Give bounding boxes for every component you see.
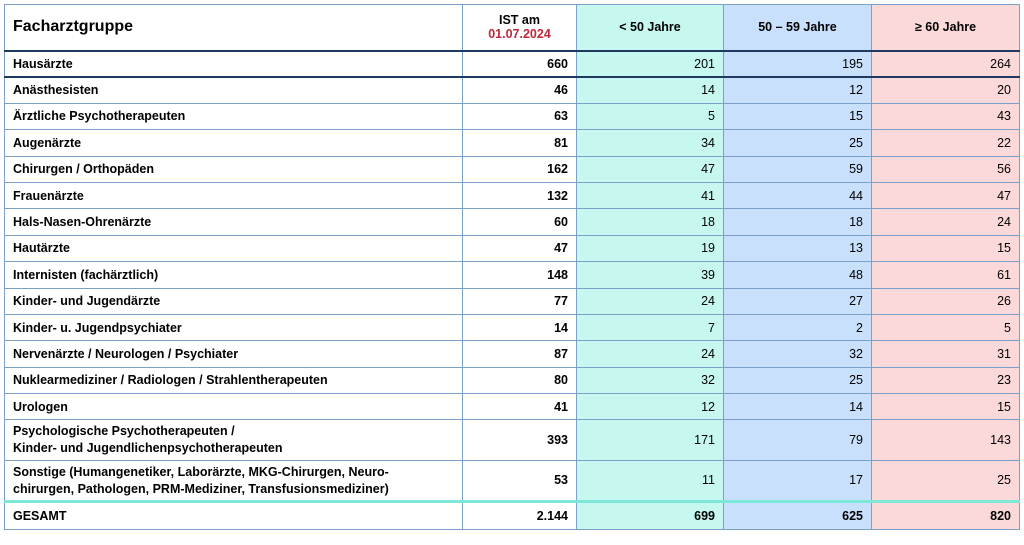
row-name [5, 420, 463, 461]
row-60-plus: 15 [872, 235, 1020, 261]
row-60-plus: 143 [872, 420, 1020, 461]
row-ist: 87 [463, 341, 577, 367]
row-name: Nervenärzte / Neurologen / Psychiater [5, 341, 463, 367]
row-60-plus: 25 [872, 461, 1020, 502]
row-50-59: 195 [724, 51, 872, 77]
header-facharztgruppe: Facharztgruppe [5, 5, 463, 51]
row-60-plus: 31 [872, 341, 1020, 367]
row-name: Anästhesisten [5, 77, 463, 103]
row-under-50: 171 [577, 420, 724, 461]
row-name: Ärztliche Psychotherapeuten [5, 103, 463, 129]
row-50-59: 17 [724, 461, 872, 502]
row-ist: 47 [463, 235, 577, 261]
total-row [5, 502, 1020, 530]
row-50-59: 44 [724, 182, 872, 208]
row-name: Frauenärzte [5, 182, 463, 208]
row-under-50: 34 [577, 130, 724, 156]
row-name-line2: Kinder- und Jugendlichenpsychotherapeuten [13, 441, 283, 456]
row-under-50: 12 [577, 394, 724, 420]
row-ist: 46 [463, 77, 577, 103]
row-under-50: 7 [577, 314, 724, 340]
row-name-line2: chirurgen, Pathologen, PRM-Mediziner, Transfusionsmediziner) [13, 481, 389, 496]
header-50-59: 50 – 59 Jahre [724, 5, 872, 51]
row-under-50: 19 [577, 235, 724, 261]
table-row [5, 130, 1020, 156]
row-50-59: 59 [724, 156, 872, 182]
table-row [5, 367, 1020, 393]
row-name: Kinder- und Jugendärzte [5, 288, 463, 314]
row-under-50: 11 [577, 461, 724, 502]
row-50-59: 12 [724, 77, 872, 103]
row-60-plus: 47 [872, 182, 1020, 208]
table-row [5, 209, 1020, 235]
row-name: Hals-Nasen-Ohrenärzte [5, 209, 463, 235]
row-ist: 80 [463, 367, 577, 393]
row-ist: 148 [463, 262, 577, 288]
header-ist-label: IST am [499, 13, 540, 28]
row-50-59: 2 [724, 314, 872, 340]
row-50-59: 79 [724, 420, 872, 461]
row-name: Urologen [5, 394, 463, 420]
header-ist-date: 01.07.2024 [488, 27, 551, 42]
row-60-plus: 43 [872, 103, 1020, 129]
row-under-50: 32 [577, 367, 724, 393]
row-ist: 393 [463, 420, 577, 461]
facharzt-table [4, 4, 1020, 530]
row-50-59: 32 [724, 341, 872, 367]
row-under-50: 47 [577, 156, 724, 182]
row-ist: 53 [463, 461, 577, 502]
row-60-plus: 26 [872, 288, 1020, 314]
row-name: Hausärzte [5, 51, 463, 77]
table-row [5, 341, 1020, 367]
row-ist: 162 [463, 156, 577, 182]
table-row [5, 262, 1020, 288]
header-60-plus: ≥ 60 Jahre [872, 5, 1020, 51]
row-under-50: 18 [577, 209, 724, 235]
row-60-plus: 24 [872, 209, 1020, 235]
row-60-plus: 56 [872, 156, 1020, 182]
table-row [5, 461, 1020, 502]
row-60-plus: 264 [872, 51, 1020, 77]
header-under-50: < 50 Jahre [577, 5, 724, 51]
table-row [5, 103, 1020, 129]
row-under-50: 24 [577, 288, 724, 314]
row-under-50: 24 [577, 341, 724, 367]
total-label: GESAMT [5, 502, 463, 530]
row-50-59: 25 [724, 130, 872, 156]
total-60-plus: 820 [872, 502, 1020, 530]
row-60-plus: 61 [872, 262, 1020, 288]
row-60-plus: 5 [872, 314, 1020, 340]
header-row [5, 5, 1020, 51]
row-under-50: 5 [577, 103, 724, 129]
row-ist: 81 [463, 130, 577, 156]
row-ist: 14 [463, 314, 577, 340]
table-row [5, 156, 1020, 182]
total-ist: 2.144 [463, 502, 577, 530]
row-name: Kinder- u. Jugendpsychiater [5, 314, 463, 340]
row-50-59: 18 [724, 209, 872, 235]
row-under-50: 14 [577, 77, 724, 103]
row-50-59: 25 [724, 367, 872, 393]
table-container [4, 4, 1019, 530]
total-50-59: 625 [724, 502, 872, 530]
row-60-plus: 15 [872, 394, 1020, 420]
row-ist: 60 [463, 209, 577, 235]
row-50-59: 15 [724, 103, 872, 129]
row-60-plus: 22 [872, 130, 1020, 156]
row-60-plus: 23 [872, 367, 1020, 393]
row-under-50: 39 [577, 262, 724, 288]
row-60-plus: 20 [872, 77, 1020, 103]
row-name: Nuklearmediziner / Radiologen / Strahlentherapeuten [5, 367, 463, 393]
row-ist: 41 [463, 394, 577, 420]
row-name: Hautärzte [5, 235, 463, 261]
row-name: Chirurgen / Orthopäden [5, 156, 463, 182]
row-name: Internisten (fachärztlich) [5, 262, 463, 288]
row-ist: 77 [463, 288, 577, 314]
table-row [5, 182, 1020, 208]
header-ist [463, 5, 577, 51]
table-row [5, 288, 1020, 314]
row-name-line1: Psychologische Psychotherapeuten / [13, 424, 235, 439]
row-50-59: 13 [724, 235, 872, 261]
row-50-59: 27 [724, 288, 872, 314]
row-name-line1: Sonstige (Humangenetiker, Laborärzte, MKG-Chirurgen, Neuro- [13, 464, 389, 479]
row-ist: 660 [463, 51, 577, 77]
row-under-50: 41 [577, 182, 724, 208]
row-50-59: 48 [724, 262, 872, 288]
row-under-50: 201 [577, 51, 724, 77]
table-row [5, 235, 1020, 261]
row-name [5, 461, 463, 502]
table-row [5, 314, 1020, 340]
row-name: Augenärzte [5, 130, 463, 156]
table-row [5, 420, 1020, 461]
row-50-59: 14 [724, 394, 872, 420]
table-row [5, 394, 1020, 420]
table-row [5, 77, 1020, 103]
table-row [5, 51, 1020, 77]
row-ist: 132 [463, 182, 577, 208]
row-ist: 63 [463, 103, 577, 129]
total-under-50: 699 [577, 502, 724, 530]
